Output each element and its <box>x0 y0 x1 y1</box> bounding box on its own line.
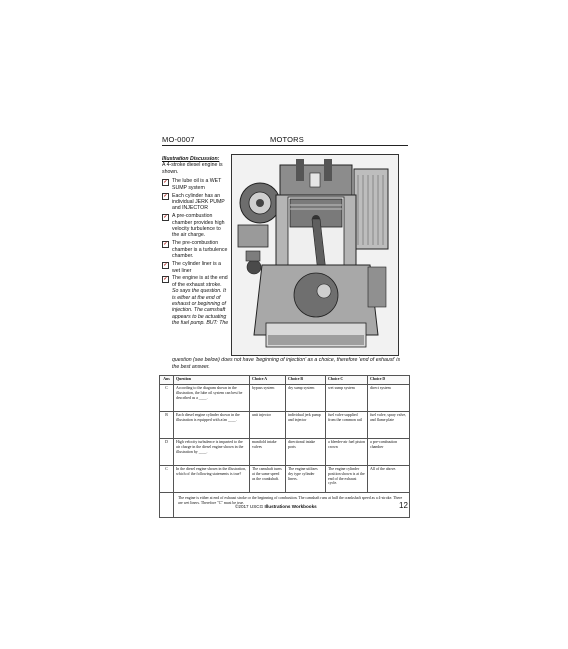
choice-cell: a pre-combustion chamber <box>368 439 410 466</box>
column-header: Choice B <box>286 376 326 385</box>
choice-cell: dry sump system <box>286 385 326 412</box>
choice-cell: direct system <box>368 385 410 412</box>
choice-cell: wet sump system <box>326 385 368 412</box>
question-cell: According to the diagram shown in the illustration, the lube oil system can best be described as a ____. <box>174 385 250 412</box>
empty-cell <box>160 493 174 518</box>
answer-cell: B <box>160 412 174 439</box>
answer-cell: C <box>160 466 174 493</box>
choice-cell: directional intake ports <box>286 439 326 466</box>
question-cell: In the diesel engine shown in the illustration, which of the following statements is true? <box>174 466 250 493</box>
choice-cell: The engine cylinder position shown is at the end of the exhaust cycle. <box>326 466 368 493</box>
engine-diagram-graphic <box>232 155 398 355</box>
choice-cell: The camshaft turns at the same speed as the crankshaft. <box>250 466 286 493</box>
question-table <box>159 375 410 518</box>
table-header-row <box>160 376 410 385</box>
choice-cell: individual jerk pump and injector <box>286 412 326 439</box>
page-number: 12 <box>399 501 408 510</box>
column-header: Choice A <box>250 376 286 385</box>
checkbox-icon: ✓ <box>163 213 168 220</box>
table-row <box>160 412 410 439</box>
column-header: Choice D <box>368 376 410 385</box>
column-header: Choice C <box>326 376 368 385</box>
checkbox-icon: ✓ <box>163 275 168 282</box>
choice-cell: bypass system <box>250 385 286 412</box>
answer-cell: C <box>160 385 174 412</box>
question-cell: Each diesel engine cylinder shown in the illustration is equipped with a/an ____. <box>174 412 250 439</box>
list-item: ✓ The cylinder liner is a wet liner <box>163 261 222 274</box>
table-footnote: The engine is either at end of exhaust stroke or the beginning of combustion. The camshaft runs at half the crankshaft speed as a 4-stroke. There are wet liners. Therefore "C" must be true. <box>174 493 410 518</box>
question-cell: High velocity turbulence is imparted to the air charge in the diesel engine shown in the illustration by ____. <box>174 439 250 466</box>
list-item: ✓ The lube oil is a WET SUMP system <box>163 178 222 191</box>
discussion-list <box>162 178 229 326</box>
column-header: Ans <box>160 376 174 385</box>
choice-cell: fuel valve, spray valve, and flame plate <box>368 412 410 439</box>
choice-cell: unit injector <box>250 412 286 439</box>
choice-cell: a bleeder-air fuel piston crown <box>326 439 368 466</box>
page-footer <box>235 504 317 509</box>
brand-text: Illustrations Workbooks <box>264 504 317 509</box>
checkbox-icon: ✓ <box>163 193 168 200</box>
list-item: ✓ A pre-combustion chamber provides high velocity turbulence to the air charge. <box>163 213 225 239</box>
table-row <box>160 385 410 412</box>
checkbox-icon: ✓ <box>163 261 168 268</box>
copyright-text: ©2017 USCG <box>235 504 265 509</box>
choice-cell: fuel valve supplied from the common rail <box>326 412 368 439</box>
table-row <box>160 466 410 493</box>
choice-cell: The engine utilizes dry type cylinder liners. <box>286 466 326 493</box>
header-rule <box>162 145 408 146</box>
checkbox-icon: ✓ <box>163 240 168 247</box>
list-item: ✓ The pre-combustion chamber is a turbulence chamber. <box>163 240 228 260</box>
checkbox-icon: ✓ <box>163 178 168 185</box>
engine-cross-section-illustration <box>231 154 399 356</box>
choice-cell: All of the above. <box>368 466 410 493</box>
choice-cell: manifold intake valves <box>250 439 286 466</box>
discussion-title: Illustration Discussion: <box>162 156 220 162</box>
list-item: ✓ Each cylinder has an individual JERK PUMP and INJECTOR <box>163 192 225 212</box>
document-title: MOTORS <box>270 135 304 144</box>
list-item: ✓ The engine is at the end of the exhaust stroke. So says the question. It is either at the end of exhaust or beginning of injection. The camshaft appears to be actuating the fuel pump. BUT: The <box>163 275 229 327</box>
table-row <box>160 439 410 466</box>
answer-cell: D <box>160 439 174 466</box>
discussion-intro: A 4-stroke diesel engine is shown. <box>162 162 223 175</box>
column-header: Question <box>174 376 250 385</box>
discussion-continuation: question (see below) does not have 'beginning of injection' as a choice, therefore 'end of exhaust' is the best answer. <box>172 357 401 370</box>
illustration-discussion <box>162 156 229 328</box>
document-code: MO-0007 <box>162 135 195 144</box>
